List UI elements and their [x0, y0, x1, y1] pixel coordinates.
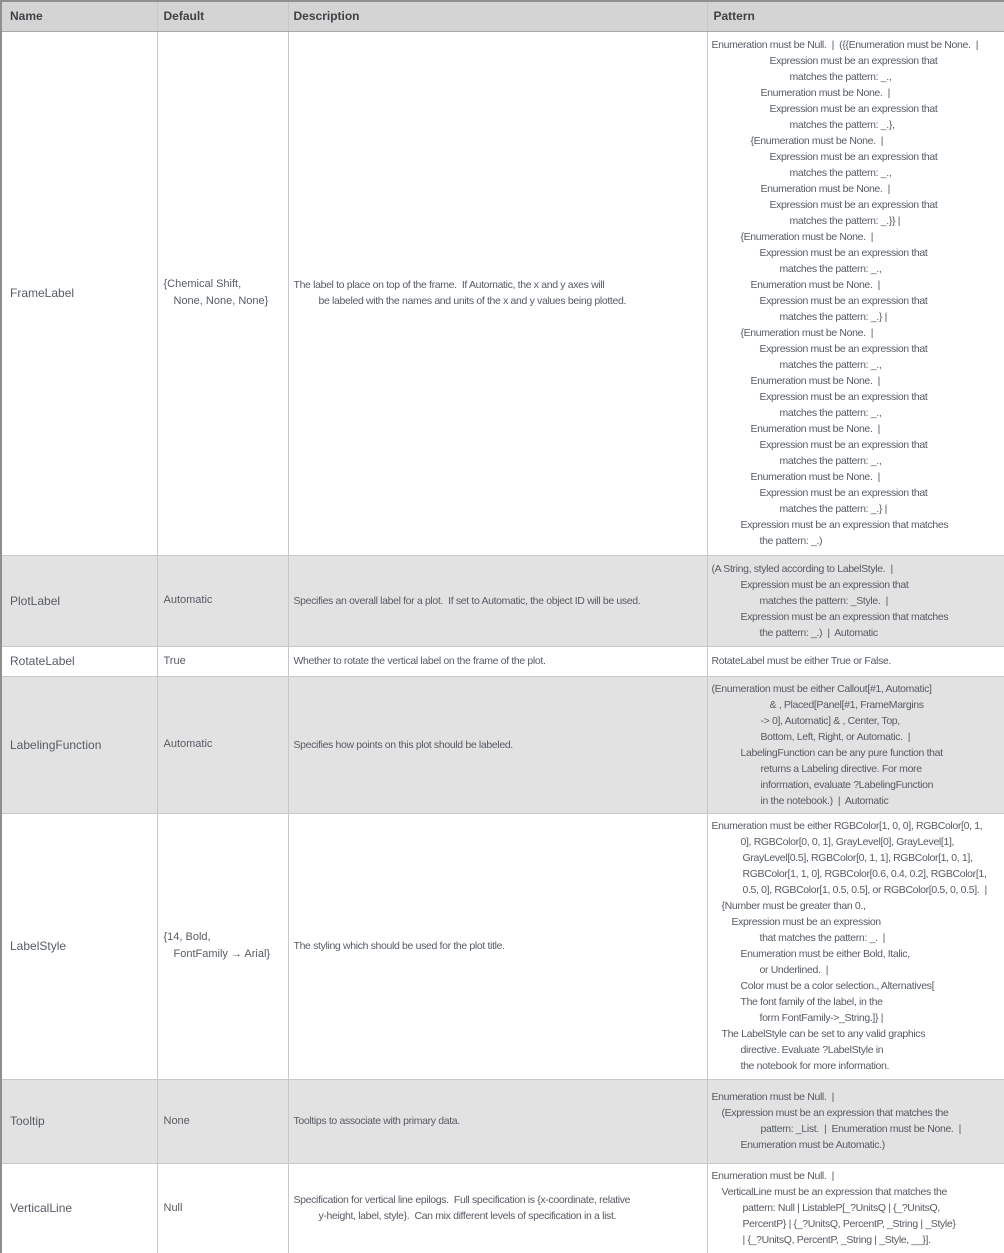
text-line: Expression must be an expression that [759, 295, 928, 307]
text-line: Enumeration must be Null. | [711, 1091, 834, 1103]
cell-default [157, 813, 288, 1079]
text-line: Enumeration must be either RGBColor[1, 0, 0], RGBColor[0, 1, [711, 820, 983, 832]
cell-name [1, 813, 157, 1079]
text-line: Enumeration must be either Bold, Italic, [740, 948, 910, 960]
text-line: Expression must be an expression that matches [740, 610, 949, 623]
header-default: Default [157, 1, 288, 31]
text-line: RotateLabel must be either True or False. [711, 655, 891, 667]
header-pattern: Pattern [707, 1, 1004, 31]
text-line: Expression must be an expression that [759, 343, 928, 355]
text-line: {Chemical Shift, [163, 278, 242, 290]
cell-description [288, 1163, 707, 1253]
text-line: matches the pattern: _., [789, 71, 892, 83]
text-line: The styling which should be used for the plot title. [293, 940, 505, 952]
table-header [1, 1, 1004, 31]
cell-description [288, 813, 707, 1079]
text-line: matches the pattern: _.} | [779, 503, 887, 515]
text-line: PercentP} | {_?UnitsQ, PercentP, _String | _Style} [742, 1218, 956, 1231]
text-line: Enumeration must be None. | [750, 279, 880, 291]
cell-default [157, 555, 288, 646]
cell-default [157, 1163, 288, 1253]
text-line: {Enumeration must be None. | [750, 135, 884, 147]
text-line: | {_?UnitsQ, PercentP, _String | _Style, __}]. [742, 1234, 931, 1247]
text-line: LabelStyle [10, 939, 67, 953]
text-line: Enumeration must be None. | [750, 423, 880, 435]
text-line: Expression must be an expression that [769, 103, 938, 115]
cell-description [288, 555, 707, 646]
text-line: {Enumeration must be None. | [740, 231, 874, 243]
text-line: Specifies how points on this plot should be labeled. [293, 738, 513, 751]
text-line: that matches the pattern: _. | [759, 932, 886, 944]
text-line: Specifies an overall label for a plot. If set to Automatic, the object ID will be used. [293, 594, 641, 607]
text-line: directive. Evaluate ?LabelStyle in [740, 1044, 884, 1056]
header-name: Name [1, 1, 157, 31]
text-line: Enumeration must be Automatic.) [740, 1139, 885, 1151]
text-line: or Underlined. | [759, 964, 829, 976]
text-line: y-height, label, style}. Can mix different levels of specification in a list. [318, 1210, 617, 1223]
text-line: The label to place on top of the frame. If Automatic, the x and y axes will [293, 279, 605, 291]
text-line: (A String, styled according to LabelStyle. | [711, 562, 893, 575]
table-body [1, 31, 1004, 1253]
text-line: Expression must be an expression that matches [740, 519, 949, 531]
cell-description [288, 1079, 707, 1163]
text-line: in the notebook.) | Automatic [760, 794, 889, 807]
text-line: -> 0], Automatic] & , Center, Top, [760, 714, 900, 727]
text-line: FontFamily → Arial} [173, 948, 271, 960]
cell-default [157, 676, 288, 813]
text-line: Tooltip [10, 1114, 45, 1128]
text-line: matches the pattern: _., [779, 407, 882, 419]
cell-name [1, 555, 157, 646]
text-line: Expression must be an expression that [759, 439, 928, 451]
cell-default [157, 1079, 288, 1163]
text-line: Whether to rotate the vertical label on the frame of the plot. [293, 655, 546, 667]
text-line: Expression must be an expression that [759, 391, 928, 403]
text-line: Expression must be an expression that [759, 247, 928, 259]
text-line: Specification for vertical line epilogs. Full specification is {x-coordinate, relative [293, 1194, 631, 1207]
cell-name [1, 676, 157, 813]
cell-pattern [707, 1079, 1004, 1163]
cell-pattern [707, 813, 1004, 1079]
text-line: & , Placed[Panel[#1, FrameMargins [769, 698, 924, 711]
cell-description [288, 676, 707, 813]
text-line: Bottom, Left, Right, or Automatic. | [760, 730, 911, 743]
text-line: pattern: _List. | Enumeration must be None. | [760, 1123, 962, 1135]
text-line: RotateLabel [10, 654, 75, 668]
text-line: matches the pattern: _., [779, 263, 882, 275]
text-line: Enumeration must be Null. | ({{Enumeration must be None. | [711, 39, 979, 51]
text-line: Enumeration must be None. | [760, 183, 890, 195]
text-line: {Enumeration must be None. | [740, 327, 874, 339]
text-line: matches the pattern: _Style. | [759, 594, 888, 607]
text-line: {14, Bold, [163, 931, 211, 943]
cell-pattern [707, 1163, 1004, 1253]
text-line: Enumeration must be None. | [750, 471, 880, 483]
text-line: matches the pattern: _.}} | [789, 215, 901, 227]
text-line: (Expression must be an expression that matches the [721, 1107, 949, 1119]
text-line: Color must be a color selection., Alternatives[ [740, 980, 935, 992]
text-line: True [163, 654, 186, 667]
text-line: The LabelStyle can be set to any valid graphics [721, 1028, 926, 1040]
text-line: the pattern: _.) [759, 535, 823, 547]
table-row [1, 646, 1004, 676]
text-line: VerticalLine must be an expression that matches the [721, 1186, 948, 1199]
text-line: GrayLevel[0.5], RGBColor[0, 1, 1], RGBColor[1, 0, 1], [742, 852, 973, 864]
text-line: RGBColor[1, 1, 0], RGBColor[0.6, 0.4, 0.2], RGBColor[1, [742, 868, 987, 880]
text-line: Expression must be an expression [731, 916, 881, 928]
cell-default [157, 31, 288, 555]
header-description: Description [288, 1, 707, 31]
table-row [1, 676, 1004, 813]
cell-pattern [707, 31, 1004, 555]
table-row [1, 813, 1004, 1079]
text-line: The font family of the label, in the [740, 996, 883, 1008]
table-row [1, 1163, 1004, 1253]
text-line: Enumeration must be Null. | [711, 1170, 834, 1183]
cell-name [1, 646, 157, 676]
text-line: Expression must be an expression that [769, 199, 938, 211]
cell-pattern [707, 555, 1004, 646]
cell-name [1, 1163, 157, 1253]
cell-pattern [707, 646, 1004, 676]
text-line: Expression must be an expression that [740, 578, 909, 591]
cell-pattern [707, 676, 1004, 813]
header-row [1, 1, 1004, 31]
text-line: 0], RGBColor[0, 0, 1], GrayLevel[0], GrayLevel[1], [740, 836, 955, 848]
text-line: information, evaluate ?LabelingFunction [760, 778, 934, 791]
text-line: Enumeration must be None. | [760, 87, 890, 99]
text-line: None [163, 1114, 190, 1127]
text-line: the notebook for more information. [740, 1060, 890, 1072]
text-line: matches the pattern: _., [779, 359, 882, 371]
cell-description [288, 31, 707, 555]
text-line: Null [163, 1201, 183, 1214]
cell-name [1, 1079, 157, 1163]
table-row [1, 555, 1004, 646]
text-line: VerticalLine [10, 1201, 73, 1216]
text-line: Automatic [163, 738, 213, 750]
text-line: matches the pattern: _.} | [779, 311, 887, 323]
text-line: matches the pattern: _.}, [789, 119, 895, 131]
text-line: Expression must be an expression that [769, 151, 938, 163]
text-line: Expression must be an expression that [769, 55, 938, 67]
table-row [1, 1079, 1004, 1163]
text-line: 0.5, 0], RGBColor[1, 0.5, 0.5], or RGBColor[0.5, 0, 0.5]. | [742, 884, 987, 896]
text-line: the pattern: _.) | Automatic [759, 626, 878, 639]
text-line: LabelingFunction [10, 737, 102, 752]
cell-description [288, 646, 707, 676]
text-line: matches the pattern: _., [779, 455, 882, 467]
text-line: form FontFamily->_String.]} | [759, 1012, 884, 1024]
cell-name [1, 31, 157, 555]
text-line: Expression must be an expression that [759, 487, 928, 499]
table-row [1, 31, 1004, 555]
text-line: PlotLabel [10, 593, 61, 608]
text-line: Enumeration must be None. | [750, 375, 880, 387]
text-line: (Enumeration must be either Callout[#1, Automatic] [711, 682, 932, 695]
text-line: None, None, None} [173, 295, 269, 307]
text-line: FrameLabel [10, 286, 75, 300]
text-line: matches the pattern: _., [789, 167, 892, 179]
text-line: returns a Labeling directive. For more [760, 762, 922, 775]
cell-default [157, 646, 288, 676]
text-line: Automatic [163, 594, 213, 606]
text-line: be labeled with the names and units of the x and y values being plotted. [318, 295, 627, 307]
text-line: {Number must be greater than 0., [721, 900, 866, 912]
text-line: pattern: Null | ListableP[_?UnitsQ | {_?UnitsQ, [742, 1202, 940, 1215]
text-line: LabelingFunction can be any pure function that [740, 746, 943, 759]
text-line: Tooltips to associate with primary data. [293, 1115, 460, 1127]
